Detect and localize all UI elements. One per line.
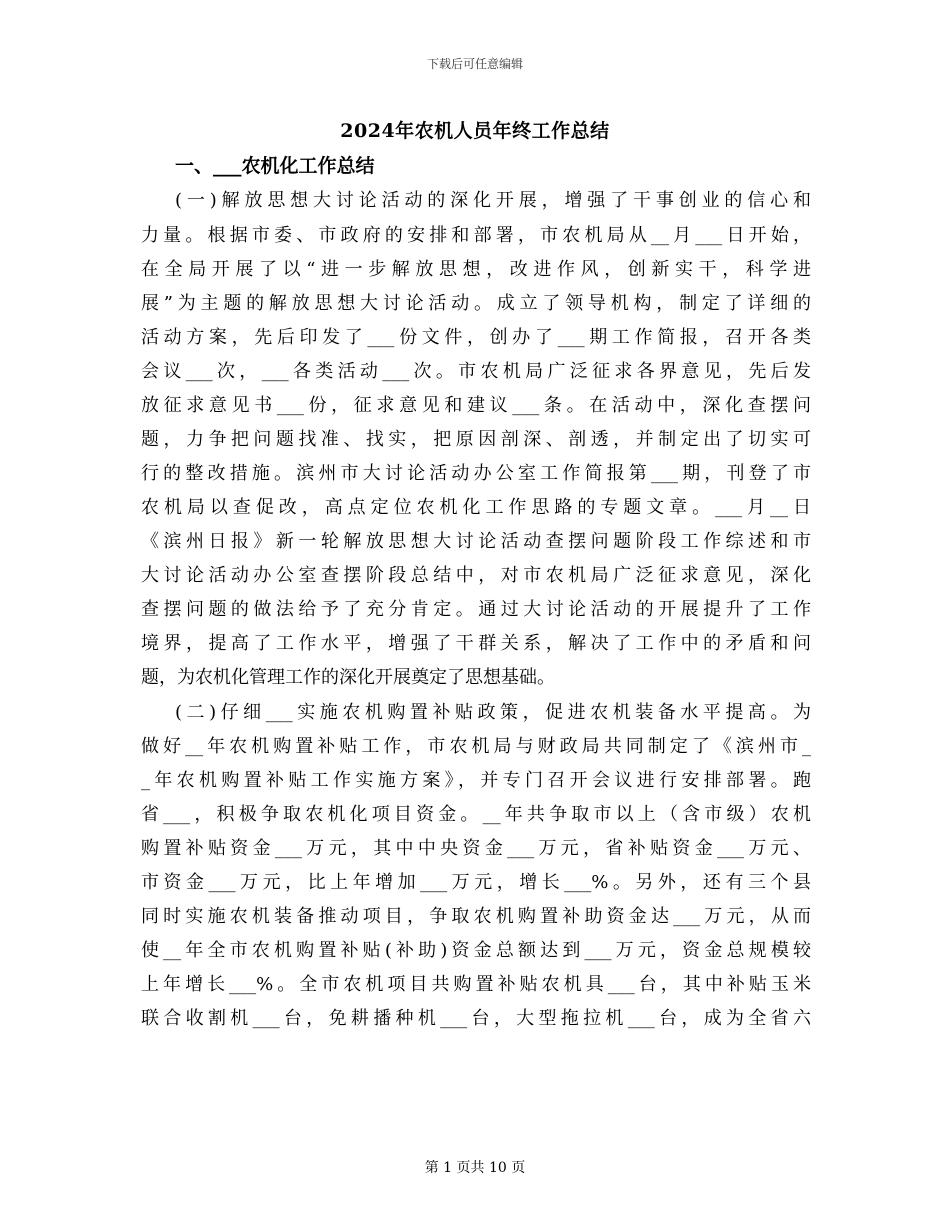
paragraph-line: 展”为主题的解放思想大讨论活动。成立了领导机构，制定了详细的 bbox=[141, 293, 811, 314]
section-heading: 一、___农机化工作总结 bbox=[175, 155, 375, 177]
paragraph-line: 农机局以查促改，高点定位农机化工作思路的专题文章。___月__日 bbox=[141, 497, 811, 518]
paragraph-line: 查摆问题的做法给予了充分肯定。通过大讨论活动的开展提升了工作 bbox=[141, 599, 811, 620]
paragraph-line: 行的整改措施。滨州市大讨论活动办公室工作简报第___期，刊登了市 bbox=[141, 463, 811, 484]
header-note: 下载后可任意编辑 bbox=[426, 57, 523, 71]
page-footer: 第 1 页共 10 页 bbox=[424, 1160, 526, 1176]
paragraph-line: _年农机购置补贴工作实施方案》，并专门召开会议进行安排部署。跑 bbox=[141, 770, 811, 791]
paragraph-line: 市资金___万元，比上年增加___万元，增长___%。另外，还有三个县 bbox=[141, 872, 811, 893]
paragraph-line: 力量。根据市委、市政府的安排和部署，市农机局从__月___日开始， bbox=[141, 225, 811, 246]
paragraph-line: (一)解放思想大讨论活动的深化开展，增强了干事创业的信心和 bbox=[175, 190, 811, 211]
document-title: 2024年农机人员年终工作总结 bbox=[340, 120, 610, 142]
paragraph-line: 省___，积极争取农机化项目资金。__年共争取市以上（含市级）农机 bbox=[141, 804, 811, 825]
paragraph-line: 放征求意见书___份，征求意见和建议___条。在活动中，深化查摆问 bbox=[141, 395, 811, 416]
paragraph-line: 购置补贴资金___万元，其中中央资金___万元，省补贴资金___万元、 bbox=[141, 838, 811, 859]
paragraph-line: 使__年全市农机购置补贴(补助)资金总额达到___万元，资金总规模较 bbox=[141, 940, 811, 961]
paragraph-line: 在全局开展了以“进一步解放思想，改进作风，创新实干，科学进 bbox=[141, 259, 811, 280]
paragraph-line: 同时实施农机装备推动项目，争取农机购置补助资金达___万元，从而 bbox=[141, 906, 811, 927]
paragraph-line: 题，力争把问题找准、找实，把原因剖深、剖透，并制定出了切实可 bbox=[141, 429, 811, 450]
paragraph-line: 《滨州日报》新一轮解放思想大讨论活动查摆问题阶段工作综述和市 bbox=[141, 531, 811, 552]
paragraph-line: 做好__年农机购置补贴工作，市农机局与财政局共同制定了《滨州市_ bbox=[141, 736, 811, 757]
paragraph-line: 大讨论活动办公室查摆阶段总结中，对市农机局广泛征求意见，深化 bbox=[141, 565, 811, 586]
paragraph-line: 题，为农机化管理工作的深化开展奠定了思想基础。 bbox=[141, 667, 555, 688]
paragraph-line: 境界，提高了工作水平，增强了干群关系，解决了工作中的矛盾和问 bbox=[141, 633, 811, 654]
paragraph-line: (二)仔细___实施农机购置补贴政策，促进农机装备水平提高。为 bbox=[175, 702, 811, 723]
paragraph-line: 上年增长___%。全市农机项目共购置补贴农机具___台，其中补贴玉米 bbox=[141, 974, 811, 995]
paragraph-line: 活动方案，先后印发了___份文件，创办了___期工作简报，召开各类 bbox=[141, 327, 811, 348]
paragraph-line: 联合收割机___台，免耕播种机___台，大型拖拉机___台，成为全省六 bbox=[141, 1008, 811, 1029]
paragraph-line: 会议___次，___各类活动___次。市农机局广泛征求各界意见，先后发 bbox=[141, 361, 811, 382]
